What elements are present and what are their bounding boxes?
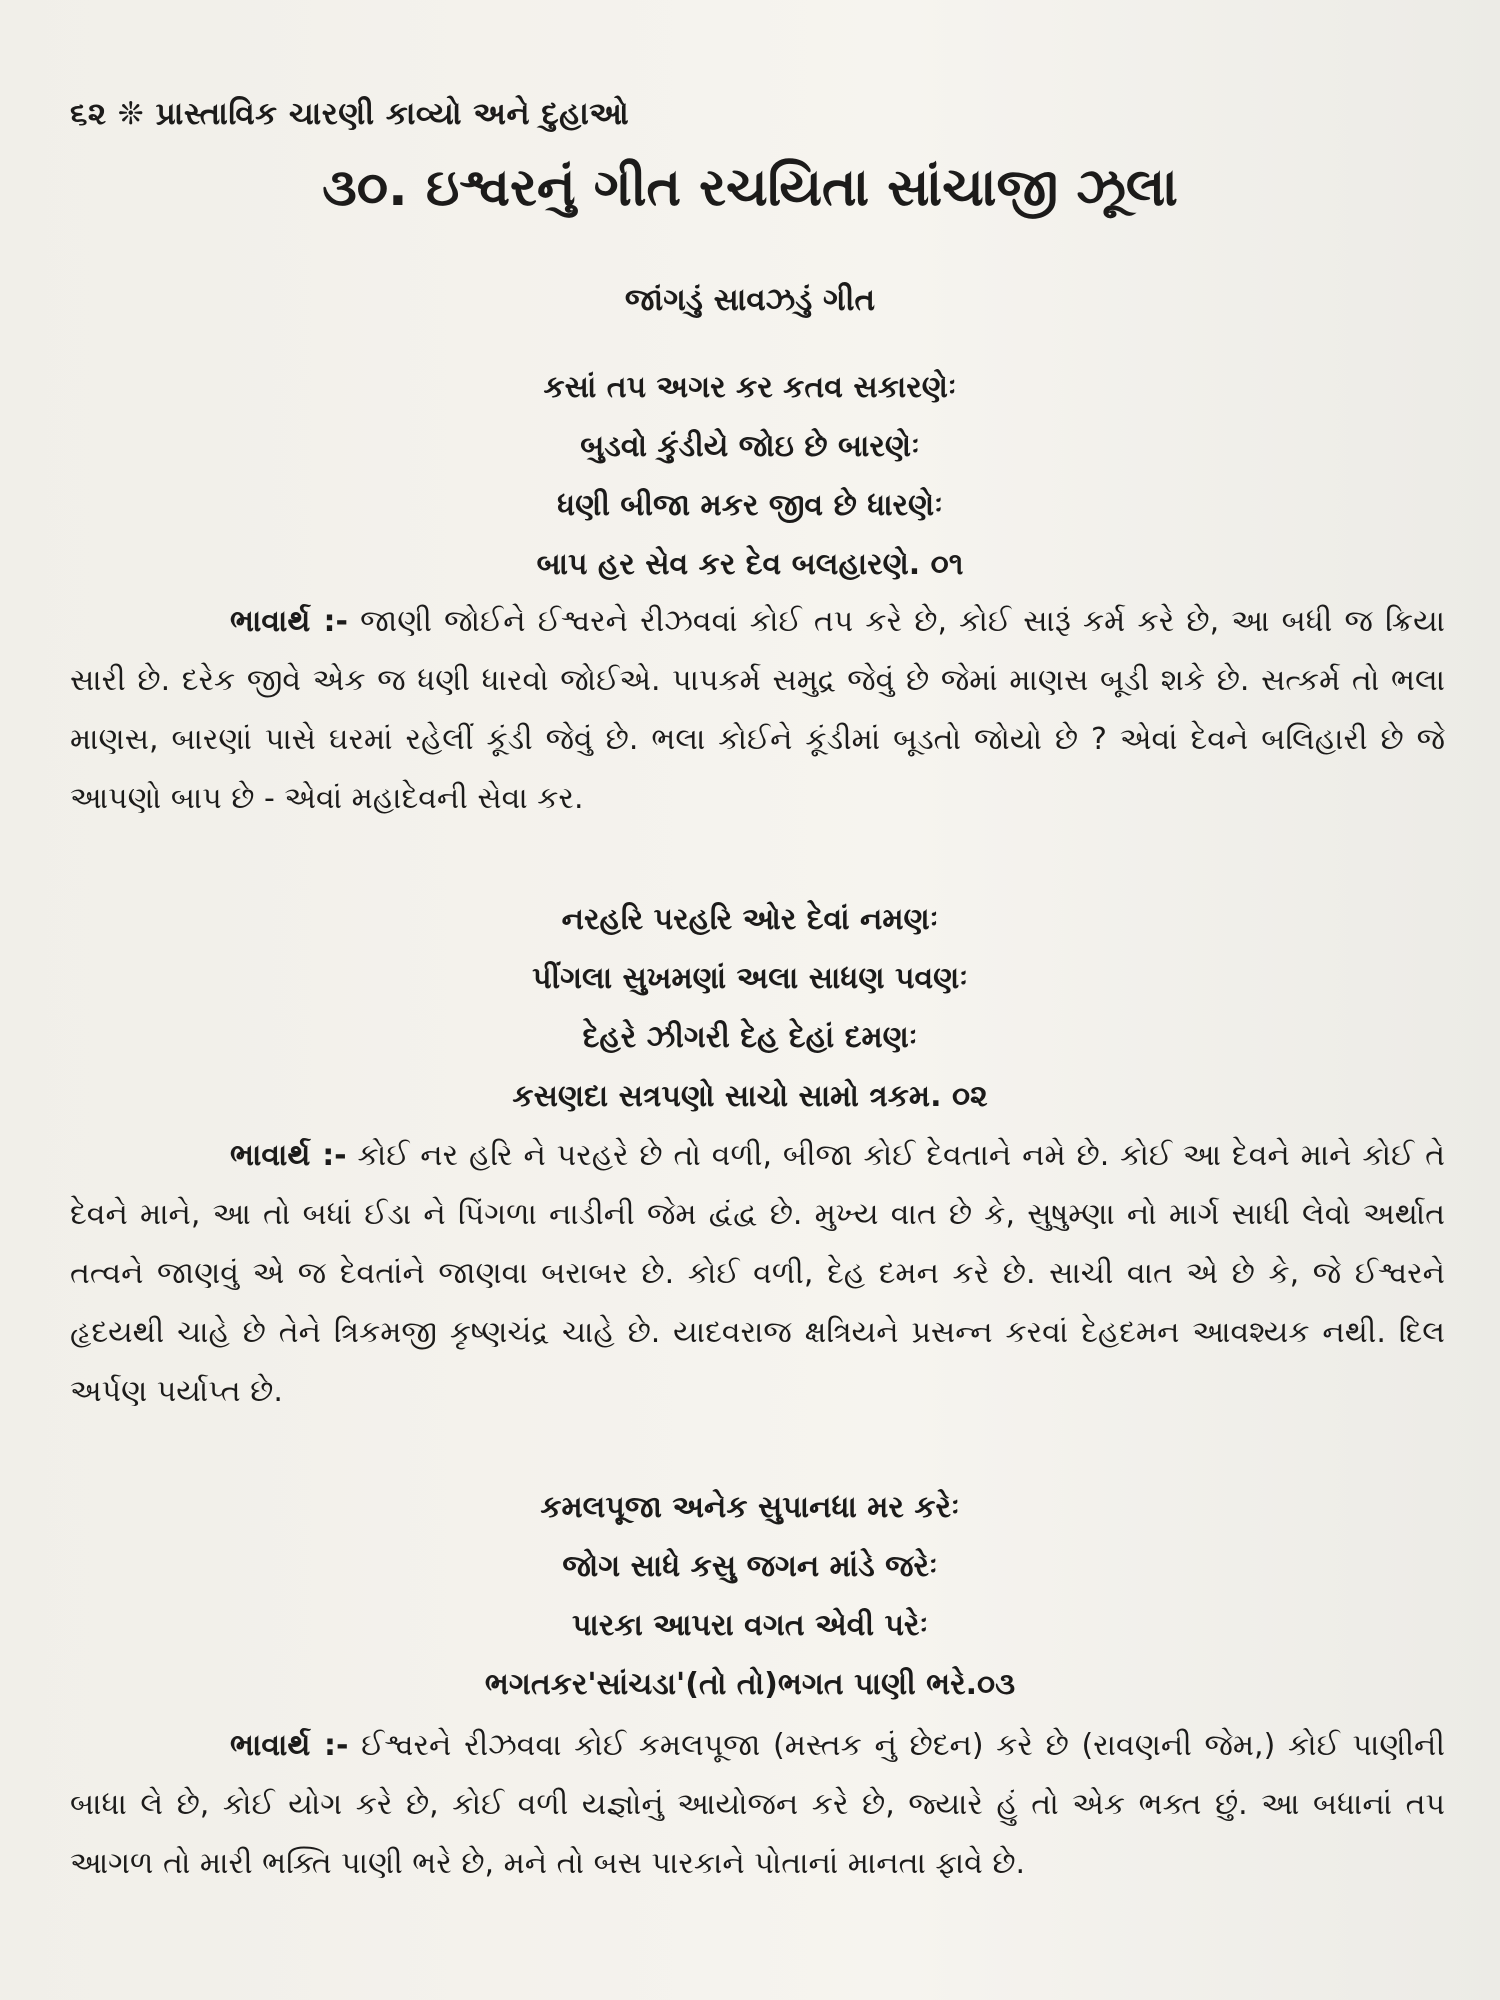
stanza-line: પીંગલા સુખમણાં અલા સાધણ પવણઃ bbox=[532, 961, 968, 996]
stanza-line: કસાં તપ અગર કર કતવ સકારણેઃ bbox=[543, 370, 957, 405]
meaning-paragraph-3 bbox=[70, 1716, 1445, 1893]
stanza-line: બુડવો કુંડીયે જોઇ છે બારણેઃ bbox=[580, 429, 920, 464]
meaning-text: ઈશ્વરને રીઝવવા કોઈ કમલપૂજા (મસ્તક નું છેદન) કરે છે (રાવણની જેમ,) કોઈ પાણીની બાધા લે છે, કોઈ યોગ કરે છે, કોઈ વળી યજ્ઞોનું આયોજન કરે છે, જ્યારે હું તો એક ભક્ત છું. આ બધાનાં તપ આગળ તો મારી ભક્તિ પાણી ભરે છે, મને તો બસ પારકાને પોતાનાં માનતા ફાવે છે. bbox=[70, 1728, 1445, 1881]
stanza-line: બાપ હર સેવ કર દેવ બલહારણે. ૦૧ bbox=[536, 547, 964, 582]
running-header: ૬૨ ❊ પ્રાસ્તાવિક ચારણી કાવ્યો અને દુહાઓ bbox=[70, 96, 630, 132]
chapter-title: ૩૦. ઇશ્વરનું ગીત રચયિતા સાંચાજી ઝૂલા bbox=[322, 158, 1178, 218]
meaning-paragraph-1 bbox=[70, 592, 1445, 828]
stanza-line: પારકા આપરા વગત એવી પરેઃ bbox=[571, 1608, 929, 1643]
stanza-3 bbox=[0, 1478, 1500, 1714]
stanza-line: ધણી બીજા મકર જીવ છે ધારણેઃ bbox=[557, 488, 943, 523]
verse-type-heading: જાંગડું સાવઝડું ગીત bbox=[624, 282, 876, 318]
meaning-paragraph-2 bbox=[70, 1126, 1445, 1421]
stanza-2 bbox=[0, 890, 1500, 1126]
stanza-line: ભગતકર'સાંચડા'(તો તો)ભગત પાણી ભરે.૦૩ bbox=[484, 1667, 1016, 1702]
stanza-1 bbox=[0, 358, 1500, 594]
meaning-text: કોઈ નર હરિ ને પરહરે છે તો વળી, બીજા કોઈ દેવતાને નમે છે. કોઈ આ દેવને માને કોઈ તે દેવને માને, આ તો બધાં ઈડા ને પિંગળા નાડીની જેમ દ્વંદ્વ છે. મુખ્ય વાત છે કે, સુષુમ્ણા નો માર્ગ સાધી લેવો અર્થાત તત્વને જાણવું એ જ દેવતાંને જાણવા બરાબર છે. કોઈ વળી, દેહ દમન કરે છે. સાચી વાત એ છે કે, જે ઈશ્વરને હૃદયથી ચાહે છે તેને ત્રિકમજી કૃષ્ણચંદ્ર ચાહે છે. યાદવરાજ ક્ષત્રિયને પ્રસન્ન કરવાં દેહદમન આવશ્યક નથી. દિલ અર્પણ પર્યાપ્ત છે. bbox=[70, 1138, 1445, 1409]
stanza-line: જોગ સાધે કસુ જગન માંડે જરેઃ bbox=[562, 1549, 938, 1584]
meaning-label: ભાવાર્થ :- bbox=[230, 1728, 349, 1763]
stanza-line: કસણદા સત્રપણો સાચો સામો ત્રકમ. ૦૨ bbox=[512, 1079, 988, 1114]
meaning-label: ભાવાર્થ :- bbox=[230, 604, 348, 639]
meaning-label: ભાવાર્થ :- bbox=[230, 1138, 347, 1173]
stanza-line: નરહરિ પરહરિ ઓર દેવાં નમણઃ bbox=[561, 902, 939, 937]
stanza-line: દેહરે ઝીગરી દેહ દેહાં દમણઃ bbox=[582, 1020, 918, 1055]
stanza-line: કમલપૂજા અનેક સુપાનધા મર કરેઃ bbox=[540, 1490, 960, 1525]
meaning-text: જાણી જોઈને ઈશ્વરને રીઝવવાં કોઈ તપ કરે છે, કોઈ સારૂં કર્મ કરે છે, આ બધી જ ક્રિયા સારી છે. દરેક જીવે એક જ ધણી ધારવો જોઈએ. પાપકર્મ સમુદ્ર જેવું છે જેમાં માણસ બૂડી શકે છે. સત્કર્મ તો ભલા માણસ, બારણાં પાસે ઘરમાં રહેલીં કૂંડી જેવું છે. ભલા કોઈને કૂંડીમાં બૂડતો જોયો છે ? એવાં દેવને બલિહારી છે જે આપણો બાપ છે - એવાં મહાદેવની સેવા કર. bbox=[70, 604, 1445, 816]
